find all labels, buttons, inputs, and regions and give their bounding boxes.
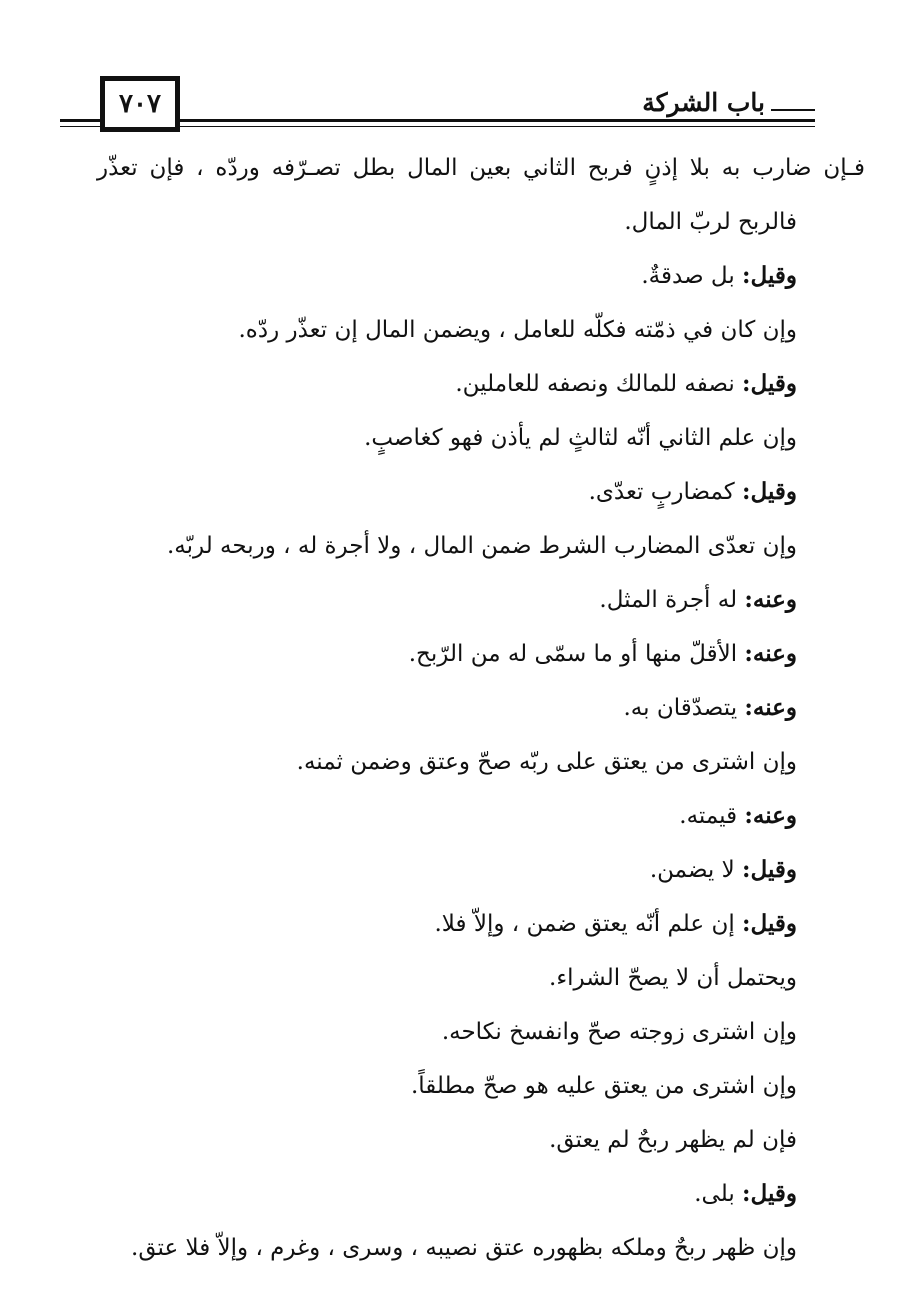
line-label: وقيل: <box>742 262 797 289</box>
chapter-title: باب الشركة <box>642 88 765 117</box>
line-text: بل صدقةٌ. <box>641 263 743 289</box>
page-body <box>97 148 865 1282</box>
line-label: وقيل: <box>742 370 797 397</box>
text-line <box>97 958 797 1012</box>
text-line <box>97 1066 797 1120</box>
line-label: وعنه: <box>744 640 797 667</box>
line-text: كمضاربٍ تعدّى. <box>588 479 743 505</box>
text-line <box>97 742 797 796</box>
text-line <box>97 148 865 202</box>
text-line <box>97 202 797 256</box>
page-header <box>60 76 815 132</box>
line-text: يتصدّقان به. <box>623 695 745 721</box>
text-line <box>97 904 797 958</box>
line-text: وإن تعدّى المضارب الشرط ضمن المال ، ولا أجرة له ، وربحه لربّه. <box>166 533 797 559</box>
line-text: وإن علم الثاني أنّه لثالثٍ لم يأذن فهو كغاصبٍ. <box>364 425 797 451</box>
title-dash <box>771 109 815 111</box>
line-text: فإن لم يظهر ربحٌ لم يعتق. <box>549 1127 797 1153</box>
text-line <box>97 364 797 418</box>
line-text: وإن اشترى من يعتق عليه هو صحّ مطلقاً. <box>410 1073 797 1099</box>
line-label: وعنه: <box>744 802 797 829</box>
text-line <box>97 634 797 688</box>
line-text: له أجرة المثل. <box>599 587 745 613</box>
line-label: وقيل: <box>742 478 797 505</box>
line-label: وقيل: <box>742 1180 797 1207</box>
line-text: نصفه للمالك ونصفه للعاملين. <box>455 371 743 397</box>
line-label: وقيل: <box>742 856 797 883</box>
text-line <box>97 1228 797 1282</box>
line-text: وإن ظهر ربحٌ وملكه بظهوره عتق نصيبه ، وسرى ، وغرم ، وإلاّ فلا عتق. <box>131 1235 797 1261</box>
line-text: ويحتمل أن لا يصحّ الشراء. <box>549 965 797 991</box>
line-text: وإن كان في ذمّته فكلّه للعامل ، ويضمن المال إن تعذّر ردّه. <box>238 317 797 343</box>
text-line <box>97 418 797 472</box>
text-line <box>97 1120 797 1174</box>
text-line <box>97 580 797 634</box>
text-line <box>97 526 797 580</box>
text-line <box>97 472 797 526</box>
text-line <box>97 688 797 742</box>
line-text: فالربح لربّ المال. <box>624 209 797 235</box>
line-text: فـإن ضارب به بلا إذنٍ فربح الثاني بعين المال بطل تصـرّفه وردّه ، فإن تعذّر <box>97 155 865 181</box>
text-line <box>97 850 797 904</box>
line-text: لا يضمن. <box>649 857 743 883</box>
page-number: ٧٠٧ <box>100 76 180 132</box>
text-line <box>97 256 797 310</box>
text-line <box>97 796 797 850</box>
line-text: وإن اشترى زوجته صحّ وانفسخ نكاحه. <box>441 1019 797 1045</box>
line-text: بلى. <box>694 1181 743 1207</box>
line-label: وعنه: <box>744 586 797 613</box>
line-text: إن علم أنّه يعتق ضمن ، وإلاّ فلا. <box>434 911 743 937</box>
line-text: قيمته. <box>679 803 745 829</box>
text-line <box>97 310 797 364</box>
text-line <box>97 1174 797 1228</box>
line-text: وإن اشترى من يعتق على ربّه صحّ وعتق وضمن ثمنه. <box>296 749 797 775</box>
line-text: الأقلّ منها أو ما سمّى له من الرّبح. <box>408 641 745 667</box>
line-label: وعنه: <box>744 694 797 721</box>
line-label: وقيل: <box>742 910 797 937</box>
text-line <box>97 1012 797 1066</box>
